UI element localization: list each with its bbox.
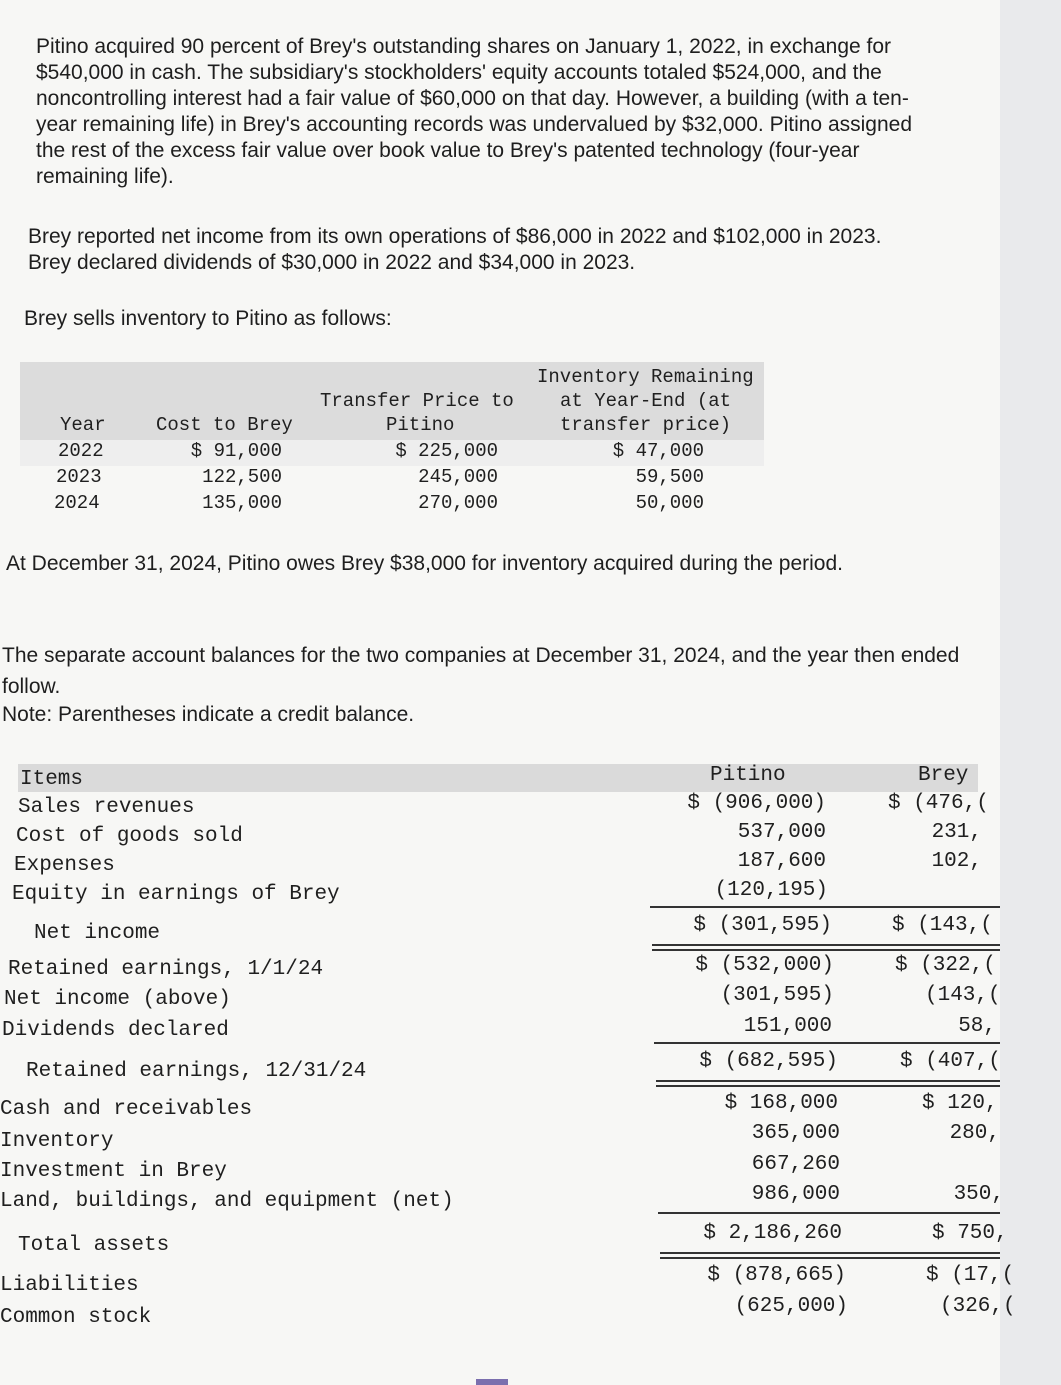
row-label: Cost of goods sold (16, 825, 243, 848)
row-cost: 135,000 (202, 492, 282, 514)
row-brey-value: 58, (958, 1015, 996, 1038)
row-pitino-value: (120,195) (714, 879, 828, 902)
net-income-paragraph: Brey reported net income from its own operations of $86,000 in 2022 and $102,000 in 2023. Brey declared dividends of $30,000 in 2022 and $34,000 in 2023. (28, 225, 882, 274)
inventory-intro-text: Brey sells inventory to Pitino as follows: (24, 307, 392, 330)
row-year: 2023 (56, 466, 102, 488)
header-year: Year (60, 414, 106, 436)
row-brey-value: $ 120, (922, 1092, 998, 1115)
row-transfer: $ 225,000 (395, 440, 498, 462)
subtotal-rule (654, 1042, 1000, 1044)
row-label: Retained earnings, 1/1/24 (8, 958, 324, 981)
screen-edge (1000, 0, 1061, 1385)
row-label-total-assets: Total assets (18, 1234, 170, 1257)
double-rule (652, 949, 1000, 951)
row-brey-value: 231, (931, 821, 982, 844)
row-pitino-value: $ 168,000 (724, 1092, 838, 1115)
row-brey-value: $ (407,( (900, 1050, 1001, 1073)
table-header-band (18, 764, 978, 792)
header-pitino: Pitino (710, 764, 786, 787)
double-rule (656, 1085, 1000, 1087)
row-transfer: 270,000 (418, 492, 498, 514)
row-brey-value: (326,( (940, 1295, 1016, 1318)
subtotal-rule (650, 906, 1000, 908)
row-label: Expenses (14, 854, 115, 877)
row-brey-value: (143,( (925, 984, 1001, 1007)
row-pitino-value: 187,600 (737, 850, 826, 873)
row-pitino-value: (625,000) (734, 1295, 848, 1318)
double-rule (660, 1257, 1000, 1259)
row-label: Investment in Brey (0, 1160, 227, 1183)
account-balances-table (0, 764, 1016, 1364)
row-brey-value: $ (322,( (895, 954, 996, 977)
row-pitino-value: $ (301,595) (693, 914, 832, 937)
row-brey-value: 102, (931, 850, 982, 873)
row-pitino-value: 365,000 (751, 1122, 840, 1145)
header-remaining-line3: transfer price) (560, 414, 732, 436)
note-text: Note: Parentheses indicate a credit balance. (2, 703, 415, 726)
header-transfer-line2: Pitino (386, 414, 455, 436)
header-brey: Brey (918, 764, 969, 787)
row-pitino-value: $ (532,000) (695, 954, 834, 977)
double-rule (656, 1080, 1000, 1082)
row-label-net-income: Net income (34, 922, 161, 945)
header-remaining-line2: at Year-End (at (560, 390, 732, 412)
row-remaining: $ 47,000 (612, 440, 704, 462)
row-label: Dividends declared (2, 1019, 229, 1042)
row-remaining: 50,000 (635, 492, 704, 514)
balances-intro-paragraph: The separate account balances for the two companies at December 31, 2024, and the year then ended follow. (2, 644, 960, 698)
row-label: Cash and receivables (0, 1098, 253, 1121)
row-brey-value: 280, (949, 1122, 1000, 1145)
double-rule (652, 944, 1000, 946)
row-label: Common stock (0, 1306, 152, 1329)
row-label: Land, buildings, and equipment (net) (0, 1190, 454, 1213)
header-transfer-line1: Transfer Price to (320, 390, 514, 412)
payable-paragraph: At December 31, 2024, Pitino owes Brey $38,000 for inventory acquired during the period. (6, 552, 843, 575)
row-brey-value: 350, (953, 1183, 1004, 1206)
row-remaining: 59,500 (635, 466, 704, 488)
header-remaining-line1: Inventory Remaining (537, 366, 754, 388)
row-label: Inventory (0, 1130, 114, 1153)
row-label: Net income (above) (4, 988, 231, 1011)
row-cost: $ 91,000 (190, 440, 282, 462)
row-cost: 122,500 (202, 466, 282, 488)
row-label-retained-earnings: Retained earnings, 12/31/24 (26, 1060, 367, 1083)
double-rule (660, 1252, 1000, 1254)
row-brey-value: $ 750, (932, 1222, 1008, 1245)
row-year: 2022 (58, 440, 104, 462)
row-label: Liabilities (0, 1274, 139, 1297)
row-brey-value: $ (476,( (888, 792, 989, 815)
row-brey-value: $ (143,( (892, 914, 993, 937)
row-pitino-value: $ (682,595) (699, 1050, 838, 1073)
header-items: Items (20, 768, 84, 791)
row-year: 2024 (54, 492, 100, 514)
row-pitino-value: 537,000 (737, 821, 826, 844)
scroll-indicator (476, 1379, 508, 1385)
row-pitino-value: 986,000 (751, 1183, 840, 1206)
row-pitino-value: $ (878,665) (707, 1264, 846, 1287)
row-pitino-value: 151,000 (743, 1015, 832, 1038)
inventory-sales-table (20, 362, 766, 514)
row-label: Equity in earnings of Brey (12, 883, 340, 906)
row-pitino-value: 667,260 (751, 1153, 840, 1176)
row-transfer: 245,000 (418, 466, 498, 488)
row-brey-value: $ (17,( (926, 1264, 1015, 1287)
row-label: Sales revenues (18, 796, 195, 819)
subtotal-rule (658, 1212, 1000, 1214)
header-cost: Cost to Brey (156, 414, 293, 436)
problem-intro-paragraph: Pitino acquired 90 percent of Brey's outstanding shares on January 1, 2022, in exchange for $540,000 in cash. The subsidiary's stockholders' equity accounts totaled $524,000, and the noncontrolling interest had a fair value of $60,000 on that day. However, a building (with a ten-year remaining life) in Brey's accounting records was undervalued by $32,000. Pitino assigned the rest of the excess fair value over book value to Brey's patented technology (four-year remaining life). (36, 35, 913, 188)
row-pitino-value: $ 2,186,260 (703, 1222, 842, 1245)
row-pitino-value: $ (906,000) (687, 792, 826, 815)
row-pitino-value: (301,595) (720, 984, 834, 1007)
